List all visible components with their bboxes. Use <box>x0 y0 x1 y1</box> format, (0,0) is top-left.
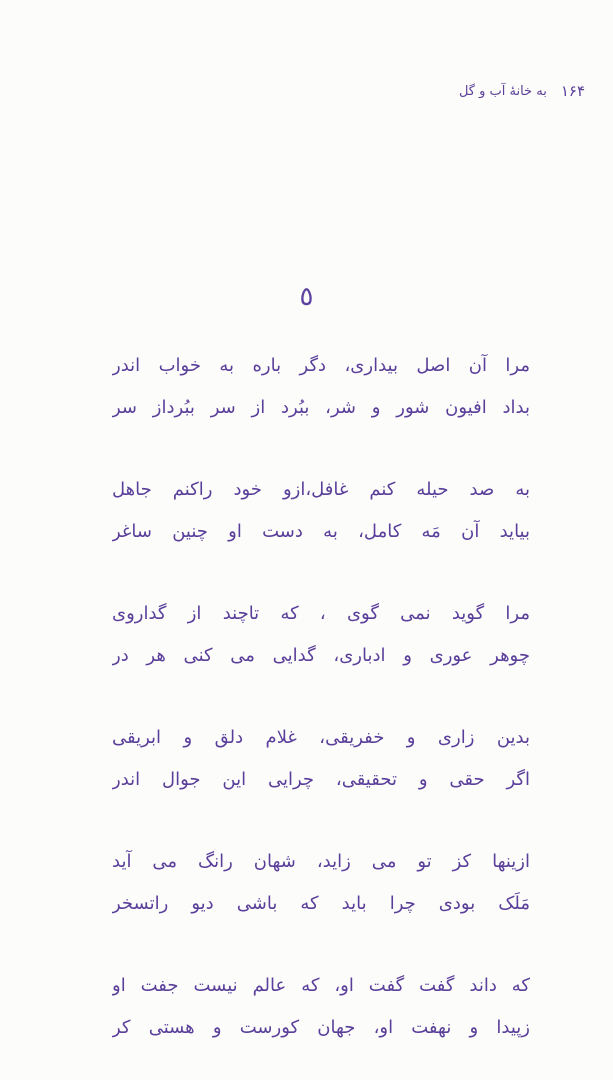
verse-line: بدین زاری و خفریقی، غلام دلق و ابریقی <box>112 727 530 748</box>
verse-line: بداد افیون شور و شر، ببُرد از سر ببُرداز سر <box>112 397 530 418</box>
verse-line: مرا گوید نمی گوی ، که تاچند از گداروی <box>112 603 530 624</box>
verse-line: به صد حیله کنم غافل،ازو خود راکنم جاهل <box>112 479 530 500</box>
stanza-5 <box>112 841 530 925</box>
running-header <box>395 80 585 102</box>
verse-line: ازینها کز تو می زاید، شهان رانگ می آید <box>112 851 530 872</box>
poem-number: ٥ <box>299 282 314 312</box>
verse-line: مَلَک بودی چرا باید که باشی دیو راتسخر <box>112 893 530 914</box>
stanza-4 <box>112 717 530 801</box>
poem-body <box>112 345 530 1049</box>
stanza-1 <box>112 345 530 429</box>
verse-line: اگر حقی و تحقیقی، چرایی این جوال اندر <box>112 769 530 790</box>
stanza-6 <box>112 965 530 1049</box>
verse-line: بیاید آن مَه کامل، به دست او چنین ساغر <box>112 521 530 542</box>
verse-line: چوهر عوری و ادباری، گدایی می کنی هر در <box>112 645 530 666</box>
page-number: ۱۶۴ <box>560 82 585 100</box>
verse-line: مرا آن اصل بیداری، دگر باره به خواب اندر <box>112 355 530 376</box>
verse-line: که داند گفت گفت او، که عالم نیست جفت او <box>112 975 530 996</box>
running-title: به خانهٔ آب و گل <box>458 83 547 99</box>
verse-line: زپیدا و نهفت او، جهان کورست و هستی کر <box>112 1017 530 1038</box>
stanza-3 <box>112 593 530 677</box>
stanza-2 <box>112 469 530 553</box>
